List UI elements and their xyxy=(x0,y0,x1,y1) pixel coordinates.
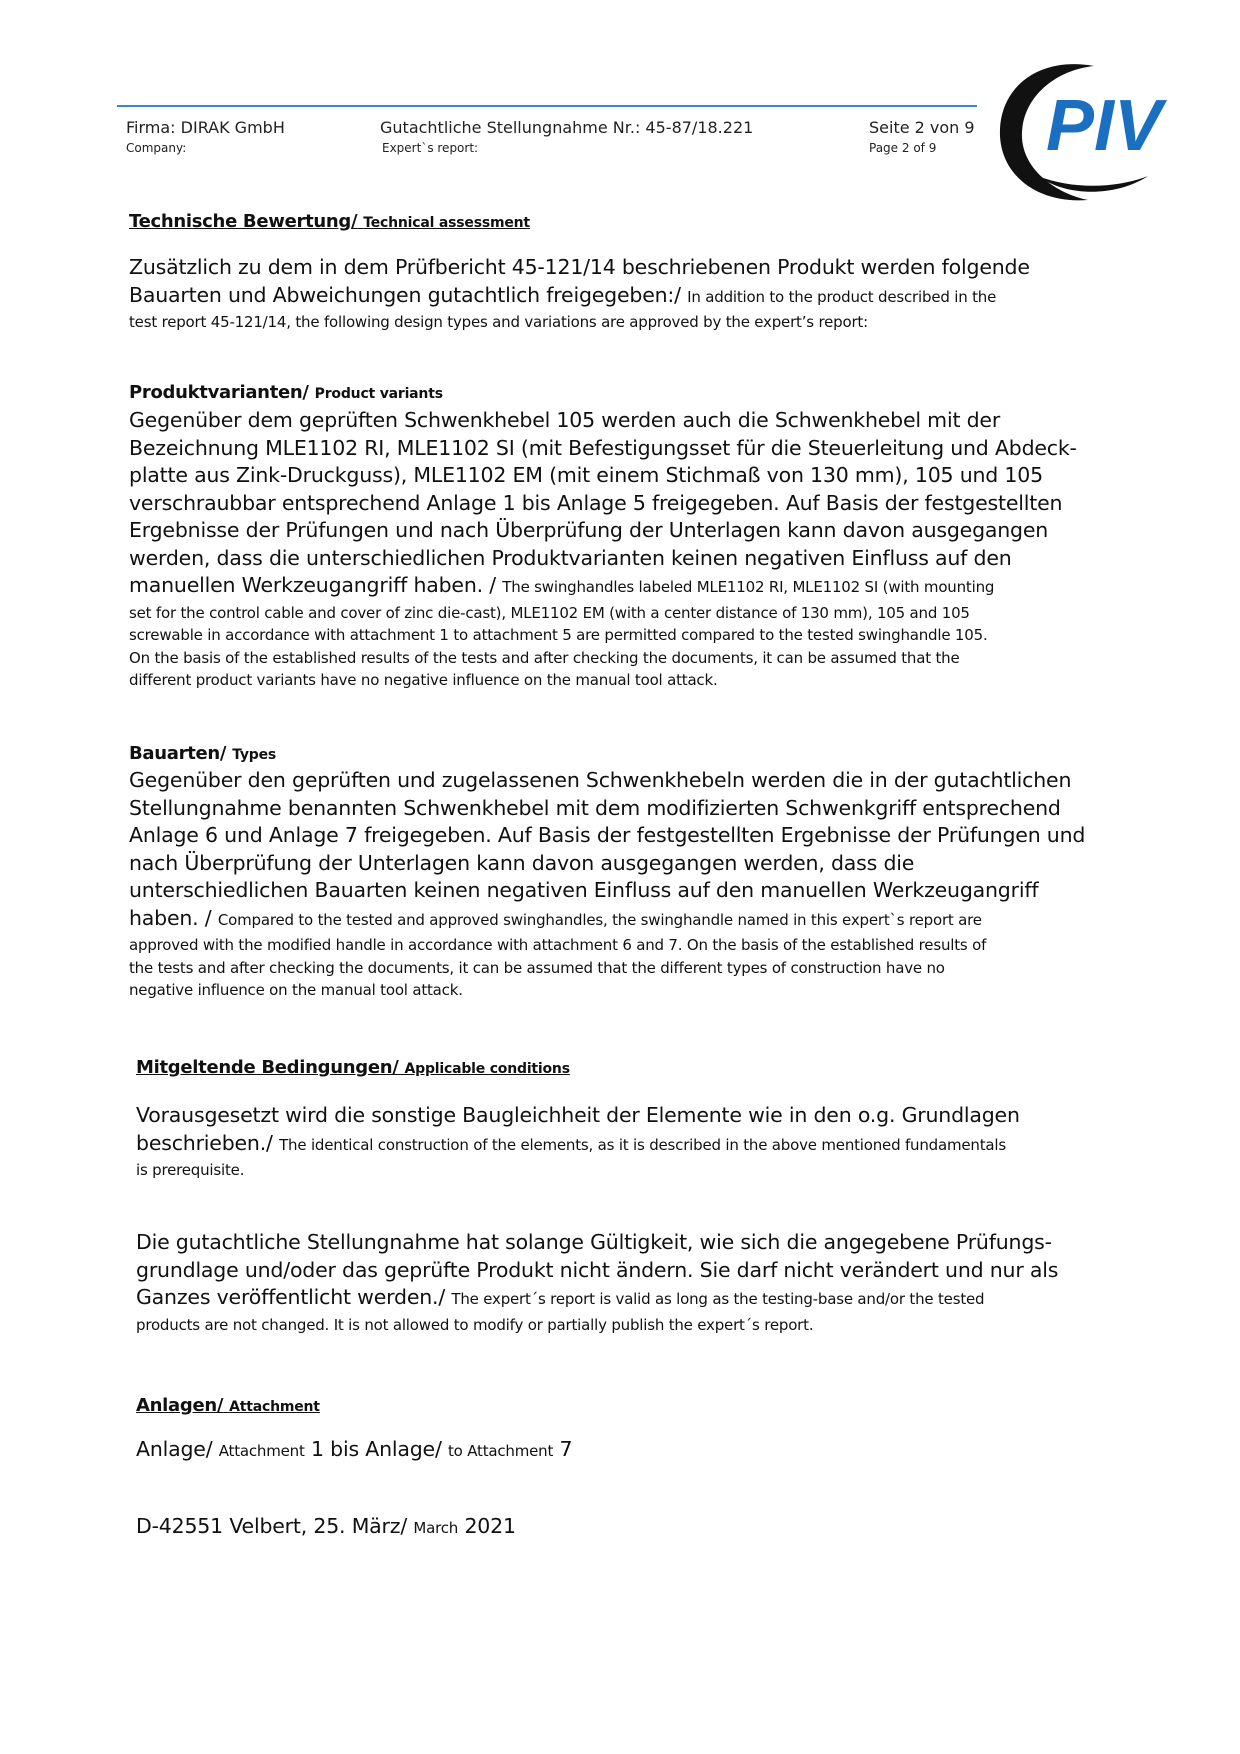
conditions-paragraph-1: Vorausgesetzt wird die sonstige Baugleichheit der Elemente wie in den o.g. Grundlagen beschrieben./ The identical construction of the elements, as it is described in the above mentioned fundamentals is prerequisite. xyxy=(136,1103,1020,1179)
section-title-technical: Technische Bewertung/ Technical assessment xyxy=(129,211,530,232)
page-number-en: Page 2 of 9 xyxy=(869,141,937,155)
section-title-attachments: Anlagen/ Attachment xyxy=(136,1395,320,1416)
company-label-en: Company: xyxy=(126,141,187,155)
variants-text: Gegenüber dem geprüften Schwenkhebel 105 werden auch die Schwenkhebel mit der Bezeichnung MLE1102 RI, MLE1102 SI (mit Befestigungsset für die Steuerleitung und Abdeck- platte aus Zink-Druckguss), MLE1102 EM (mit einem Stichmaß von 130 mm), 105 und 105 verschraubbar entsprechend Anlage 1 bis Anlage 5 freigegeben. Auf Basis der festgestellten Ergebnisse der Prüfungen und nach Überprüfung der Unterlagen kann davon ausgegangen werden, dass die unterschiedlichen Produktvarianten keinen negativen Einfluss auf den manuellen Werkzeugangriff haben. / The swinghandles labeled MLE1102 RI, MLE1102 SI (with mounting set for the control cable and cover of zinc die-cast), MLE1102 EM (with a center distance of 130 mm), 105 and 105 screwable in accordance with attachment 1 to attachment 5 are permitted compared to the tested swinghandle 105. On the basis of the established results of the tests and after checking the documents, it can be assumed that the different product variants have no negative influence on the manual tool attack. xyxy=(129,408,1077,689)
attachments-line: Anlage/ Attachment 1 bis Anlage/ to Attachment 7 xyxy=(136,1437,573,1461)
header-rule xyxy=(117,105,977,107)
section-title-types: Bauarten/ Types xyxy=(129,743,277,764)
technical-text: Zusätzlich zu dem in dem Prüfbericht 45-121/14 beschriebenen Produkt werden folgende Bauarten und Abweichungen gutachtlich freigegeben:/ In addition to the product described in the test report 45-121/14, the following design types and variations are approved by the expert’s report: xyxy=(129,255,1030,331)
conditions-paragraph-2: Die gutachtliche Stellungnahme hat solange Gültigkeit, wie sich die angegebene Prüfungs- grundlage und/oder das geprüfte Produkt nicht ändern. Sie darf nicht verändert und nur als Ganzes veröffentlicht werden./ The expert´s report is valid as long as the testing-base and/or the tested products are not changed. It is not allowed to modify or partially publish the expert´s report. xyxy=(136,1230,1059,1334)
logo-text: PIV xyxy=(1046,86,1163,166)
types-text: Gegenüber den geprüften und zugelassenen Schwenkhebeln werden die in der gutachtlichen Stellungnahme benannten Schwenkhebel mit dem modifizierten Schwenkgriff entsprechend Anlage 6 und Anlage 7 freigegeben. Auf Basis der festgestellten Ergebnisse der Prüfungen und nach Überprüfung der Unterlagen kann davon ausgegangen werden, dass die unterschiedlichen Bauarten keinen negativen Einfluss auf den manuellen Werkzeugangriff haben. / Compared to the tested and approved swinghandles, the swinghandle named in this expert`s report are approved with the modified handle in accordance with attachment 6 and 7. On the basis of the established results of the tests and after checking the documents, it can be assumed that the different types of construction have no negative influence on the manual tool attack. xyxy=(129,768,1086,999)
report-label-en: Expert`s report: xyxy=(382,141,479,155)
section-title-conditions: Mitgeltende Bedingungen/ Applicable conditions xyxy=(136,1057,570,1078)
section-title-variants: Produktvarianten/ Product variants xyxy=(129,382,443,403)
piv-logo xyxy=(998,58,1206,208)
place-date: D-42551 Velbert, 25. März/ March 2021 xyxy=(136,1514,516,1538)
company-name: Firma: DIRAK GmbH xyxy=(126,118,285,137)
report-number: Gutachtliche Stellungnahme Nr.: 45-87/18.221 xyxy=(380,118,754,137)
page-number: Seite 2 von 9 xyxy=(869,118,975,137)
